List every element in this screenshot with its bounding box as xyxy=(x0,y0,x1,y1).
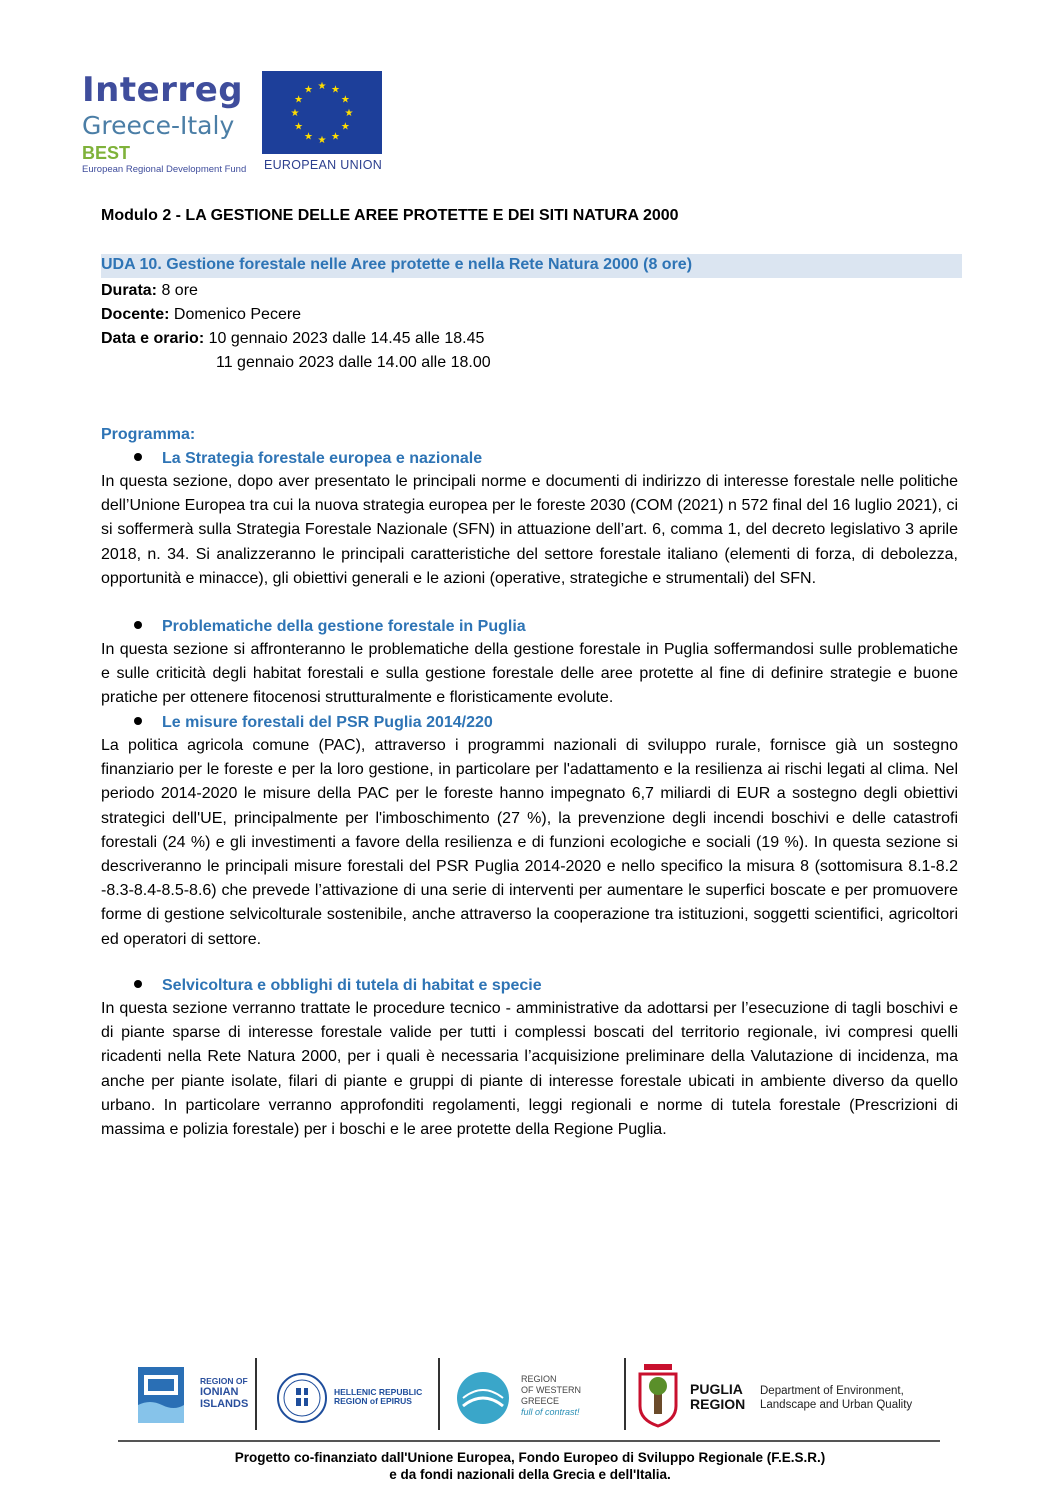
docente-label: Docente: xyxy=(101,306,170,323)
section-title-text: La Strategia forestale europea e nazionale xyxy=(162,450,483,467)
docente-value: Domenico Pecere xyxy=(169,306,302,323)
svg-text:★: ★ xyxy=(344,108,354,119)
puglia-region-logo xyxy=(636,1362,936,1432)
epirus-label-1: HELLENIC REPUBLIC xyxy=(334,1387,423,1397)
programma-label: Programma: xyxy=(101,426,196,443)
section-title-text: Selvicoltura e obblighi di tutela di habitat e specie xyxy=(162,977,542,994)
wg-label-1: REGION xyxy=(521,1374,557,1384)
bullet-icon xyxy=(134,717,142,725)
wg-label-2: OF WESTERN xyxy=(521,1385,581,1395)
dept-label-2: Landscape and Urban Quality xyxy=(760,1399,913,1411)
svg-text:★: ★ xyxy=(331,131,340,143)
footer-rule xyxy=(118,1440,940,1442)
dept-label-1: Department of Environment, xyxy=(760,1385,904,1397)
interreg-logo-block xyxy=(82,68,402,178)
durata-label: Durata: xyxy=(101,282,158,299)
svg-text:★: ★ xyxy=(304,131,313,143)
hellenic-emblem-icon xyxy=(276,1372,328,1424)
ionian-emblem-icon xyxy=(136,1365,186,1425)
epirus-label-2: REGION of EPIRUS xyxy=(334,1396,412,1406)
section-text-1: In questa sezione, dopo aver presentato le principali norme e documenti di indirizzo di interesse forestale nelle politiche dell’Unione Europea tra cui la nuova strategia europea per le foreste 2030 (COM (2021) n 572 final del 16 luglio 2021), ci si soffermerà sulla Strategia Forestale Nazionale (SFN) in attuazione dell’art. 6, comma 1, del decreto legislativo 3 aprile 2018, n. 34. Si analizzeranno le principali caratteristiche del settore forestale italiano (elementi di forza, di debolezza, opportunità e minacce), gli obiettivi generali e le azioni (operative, strategiche e strumentali) del SFN. xyxy=(101,473,958,587)
western-greece-emblem-icon xyxy=(455,1370,511,1426)
wg-slogan: full of contrast! xyxy=(521,1407,580,1417)
ionian-label-2: IONIAN xyxy=(200,1386,239,1398)
section-text-2: In questa sezione si affronteranno le problematiche della gestione forestale in Puglia soffermandosi sulle problematiche e sulle criticità degli habitat forestali e sulla gestione forestale delle aree protette al fine di definire strategie e buone pratiche per ottenere fitocenosi strutturalmente e floristicamente evolute. xyxy=(101,641,958,707)
svg-text:★: ★ xyxy=(317,135,327,146)
ionian-islands-logo xyxy=(136,1363,256,1429)
eu-label: EUROPEAN UNION xyxy=(263,158,383,172)
durata-value: 8 ore xyxy=(157,282,198,299)
bullet-icon xyxy=(134,453,142,461)
section-title-3 xyxy=(134,714,493,732)
section-title-text: Le misure forestali del PSR Puglia 2014/220 xyxy=(162,714,493,731)
project-name: BEST xyxy=(82,143,131,163)
section-title-2 xyxy=(134,618,526,636)
eu-flag-icon xyxy=(262,71,382,154)
puglia-label-2: REGION xyxy=(690,1396,746,1412)
docente-line xyxy=(101,306,301,324)
uda-title: UDA 10. Gestione forestale nelle Aree protette e nella Rete Natura 2000 (8 ore) xyxy=(101,256,693,273)
svg-text:★: ★ xyxy=(331,84,340,96)
section-title-text: Problematiche della gestione forestale in Puglia xyxy=(162,618,526,635)
footer-credit-2: e da fondi nazionali della Grecia e dell'Italia. xyxy=(389,1467,671,1482)
section-title-4 xyxy=(134,977,542,995)
svg-text:★: ★ xyxy=(304,84,313,96)
svg-text:★: ★ xyxy=(340,94,350,106)
bullet-icon xyxy=(134,621,142,629)
section-text-3: La politica agricola comune (PAC), attraverso i programmi nazionali di sviluppo rurale, fornisce già un sostegno finanziario per le foreste e per la loro gestione, in particolare per l'adattamento e la resilienza ai rischi legati al clima. Nel periodo 2014-2020 le misure della PAC per le foreste hanno impegnato 6,7 miliardi di EUR a sostegno degli obiettivi strategici dell'UE, principalmente per l'imboschimento (27 %), la prevenzione degli incendi boschivi e delle catastrofi forestali (24 %) e gli investimenti a favore della resilienza e di funzioni ecologiche e sociali (19 %). In questa sezione si descriveranno le principali misure forestali del PSR Puglia 2014-2020 e nello specifico la misura 8 (sottomisura 8.1-8.2 -8.3-8.4-8.5-8.6) che prevede l’attivazione di una serie di interventi per aumentare le superfici boscate e per promuovere forme di gestione selvicolturale sostenibile, anche attraverso la cooperazione tra istituzioni, soggetti scientifici, agricoltori ed operatori di settore. xyxy=(101,737,958,948)
data-value-2: 11 gennaio 2023 dalle 14.00 alle 18.00 xyxy=(216,354,491,371)
data-line xyxy=(101,330,484,348)
footer-divider xyxy=(438,1358,440,1430)
svg-text:★: ★ xyxy=(340,121,350,133)
section-text-4: In questa sezione verranno trattate le procedure tecnico - amministrative da adottarsi per l’esecuzione di tagli boschivi e di piante sparse di interesse forestale valide per tutti i complessi boscati del territorio regionale, ivi compresi quelli ricadenti nella Rete Natura 2000, per i quali è necessaria l’acquisizione preliminare della Valutazione di incidenza, ma anche per piante isolate, filari di piante e gruppi di piante di interesse forestale ubicati in ambiente diverso da quello urbano. In particolare verranno approfonditi regolamenti, leggi regionali e norme di tutela forestale (Prescrizioni di massima e polizia forestale) per i boschi e le aree protette della Regione Puglia. xyxy=(101,1000,958,1139)
data-label: Data e orario: xyxy=(101,330,205,347)
puglia-label-1: PUGLIA xyxy=(690,1381,743,1397)
durata-line xyxy=(101,282,198,300)
svg-text:★: ★ xyxy=(294,121,304,133)
epirus-logo xyxy=(276,1372,426,1428)
program-name: Greece-Italy xyxy=(82,111,235,140)
svg-text:★: ★ xyxy=(290,108,300,119)
wg-label-3: GREECE xyxy=(521,1396,560,1406)
ionian-label-1: REGION OF xyxy=(200,1376,248,1386)
interreg-wordmark: Interreg xyxy=(82,70,244,110)
ionian-label-3: ISLANDS xyxy=(200,1398,249,1410)
data-value-1: 10 gennaio 2023 dalle 14.45 alle 18.45 xyxy=(204,330,485,347)
footer-credit-1: Progetto co-finanziato dall'Unione Europea, Fondo Europeo di Sviluppo Regionale (F.E.S.R.) xyxy=(234,1450,826,1465)
fund-name: European Regional Development Fund xyxy=(82,164,247,175)
western-greece-logo xyxy=(455,1370,595,1430)
svg-text:★: ★ xyxy=(294,94,304,106)
section-title-1 xyxy=(134,450,482,468)
module-title: Modulo 2 - LA GESTIONE DELLE AREE PROTETTE E DEI SITI NATURA 2000 xyxy=(101,207,679,224)
bullet-icon xyxy=(134,980,142,988)
footer-divider xyxy=(255,1358,257,1430)
svg-text:★: ★ xyxy=(317,81,327,92)
footer-divider xyxy=(624,1358,626,1430)
puglia-coat-of-arms-icon xyxy=(636,1362,680,1428)
